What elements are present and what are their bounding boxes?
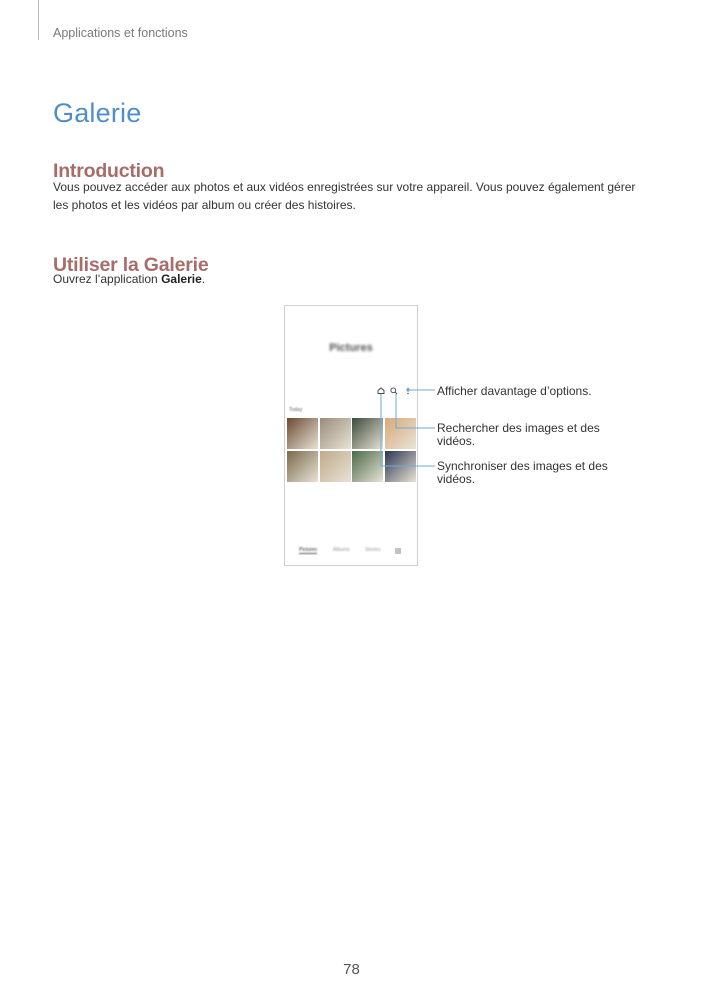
nav-tab-pictures[interactable]: Pictures — [299, 547, 318, 553]
app-title: Pictures — [329, 342, 373, 354]
callout-sync: Synchroniser des images et des vidéos. — [437, 459, 608, 486]
date-group-label: Today — [289, 407, 303, 413]
callout-more-options: Afficher davantage d’options. — [437, 384, 592, 398]
open-app-paragraph: Ouvrez l’application Galerie. — [53, 272, 206, 286]
page-title: Galerie — [53, 98, 142, 129]
leader-search — [396, 394, 435, 428]
introduction-paragraph: Vous pouvez accéder aux photos et aux vidéos enregistrées sur votre appareil. Vous pouvez également gérer les photos et les vidéos par album ou créer des histoires. — [53, 180, 636, 212]
callout-search: Rechercher des images et des vidéos. — [437, 421, 600, 448]
app-name: Galerie — [161, 272, 202, 286]
section-heading-use-gallery: Utiliser la Galerie — [53, 254, 209, 277]
page-number: 78 — [343, 961, 360, 978]
nav-tab-albums[interactable]: Albums — [333, 547, 350, 553]
breadcrumb: Applications et fonctions — [53, 26, 188, 40]
nav-tab-stories[interactable]: Stories — [365, 547, 381, 553]
section-heading-introduction: Introduction — [53, 160, 165, 183]
leader-sync — [381, 394, 435, 466]
